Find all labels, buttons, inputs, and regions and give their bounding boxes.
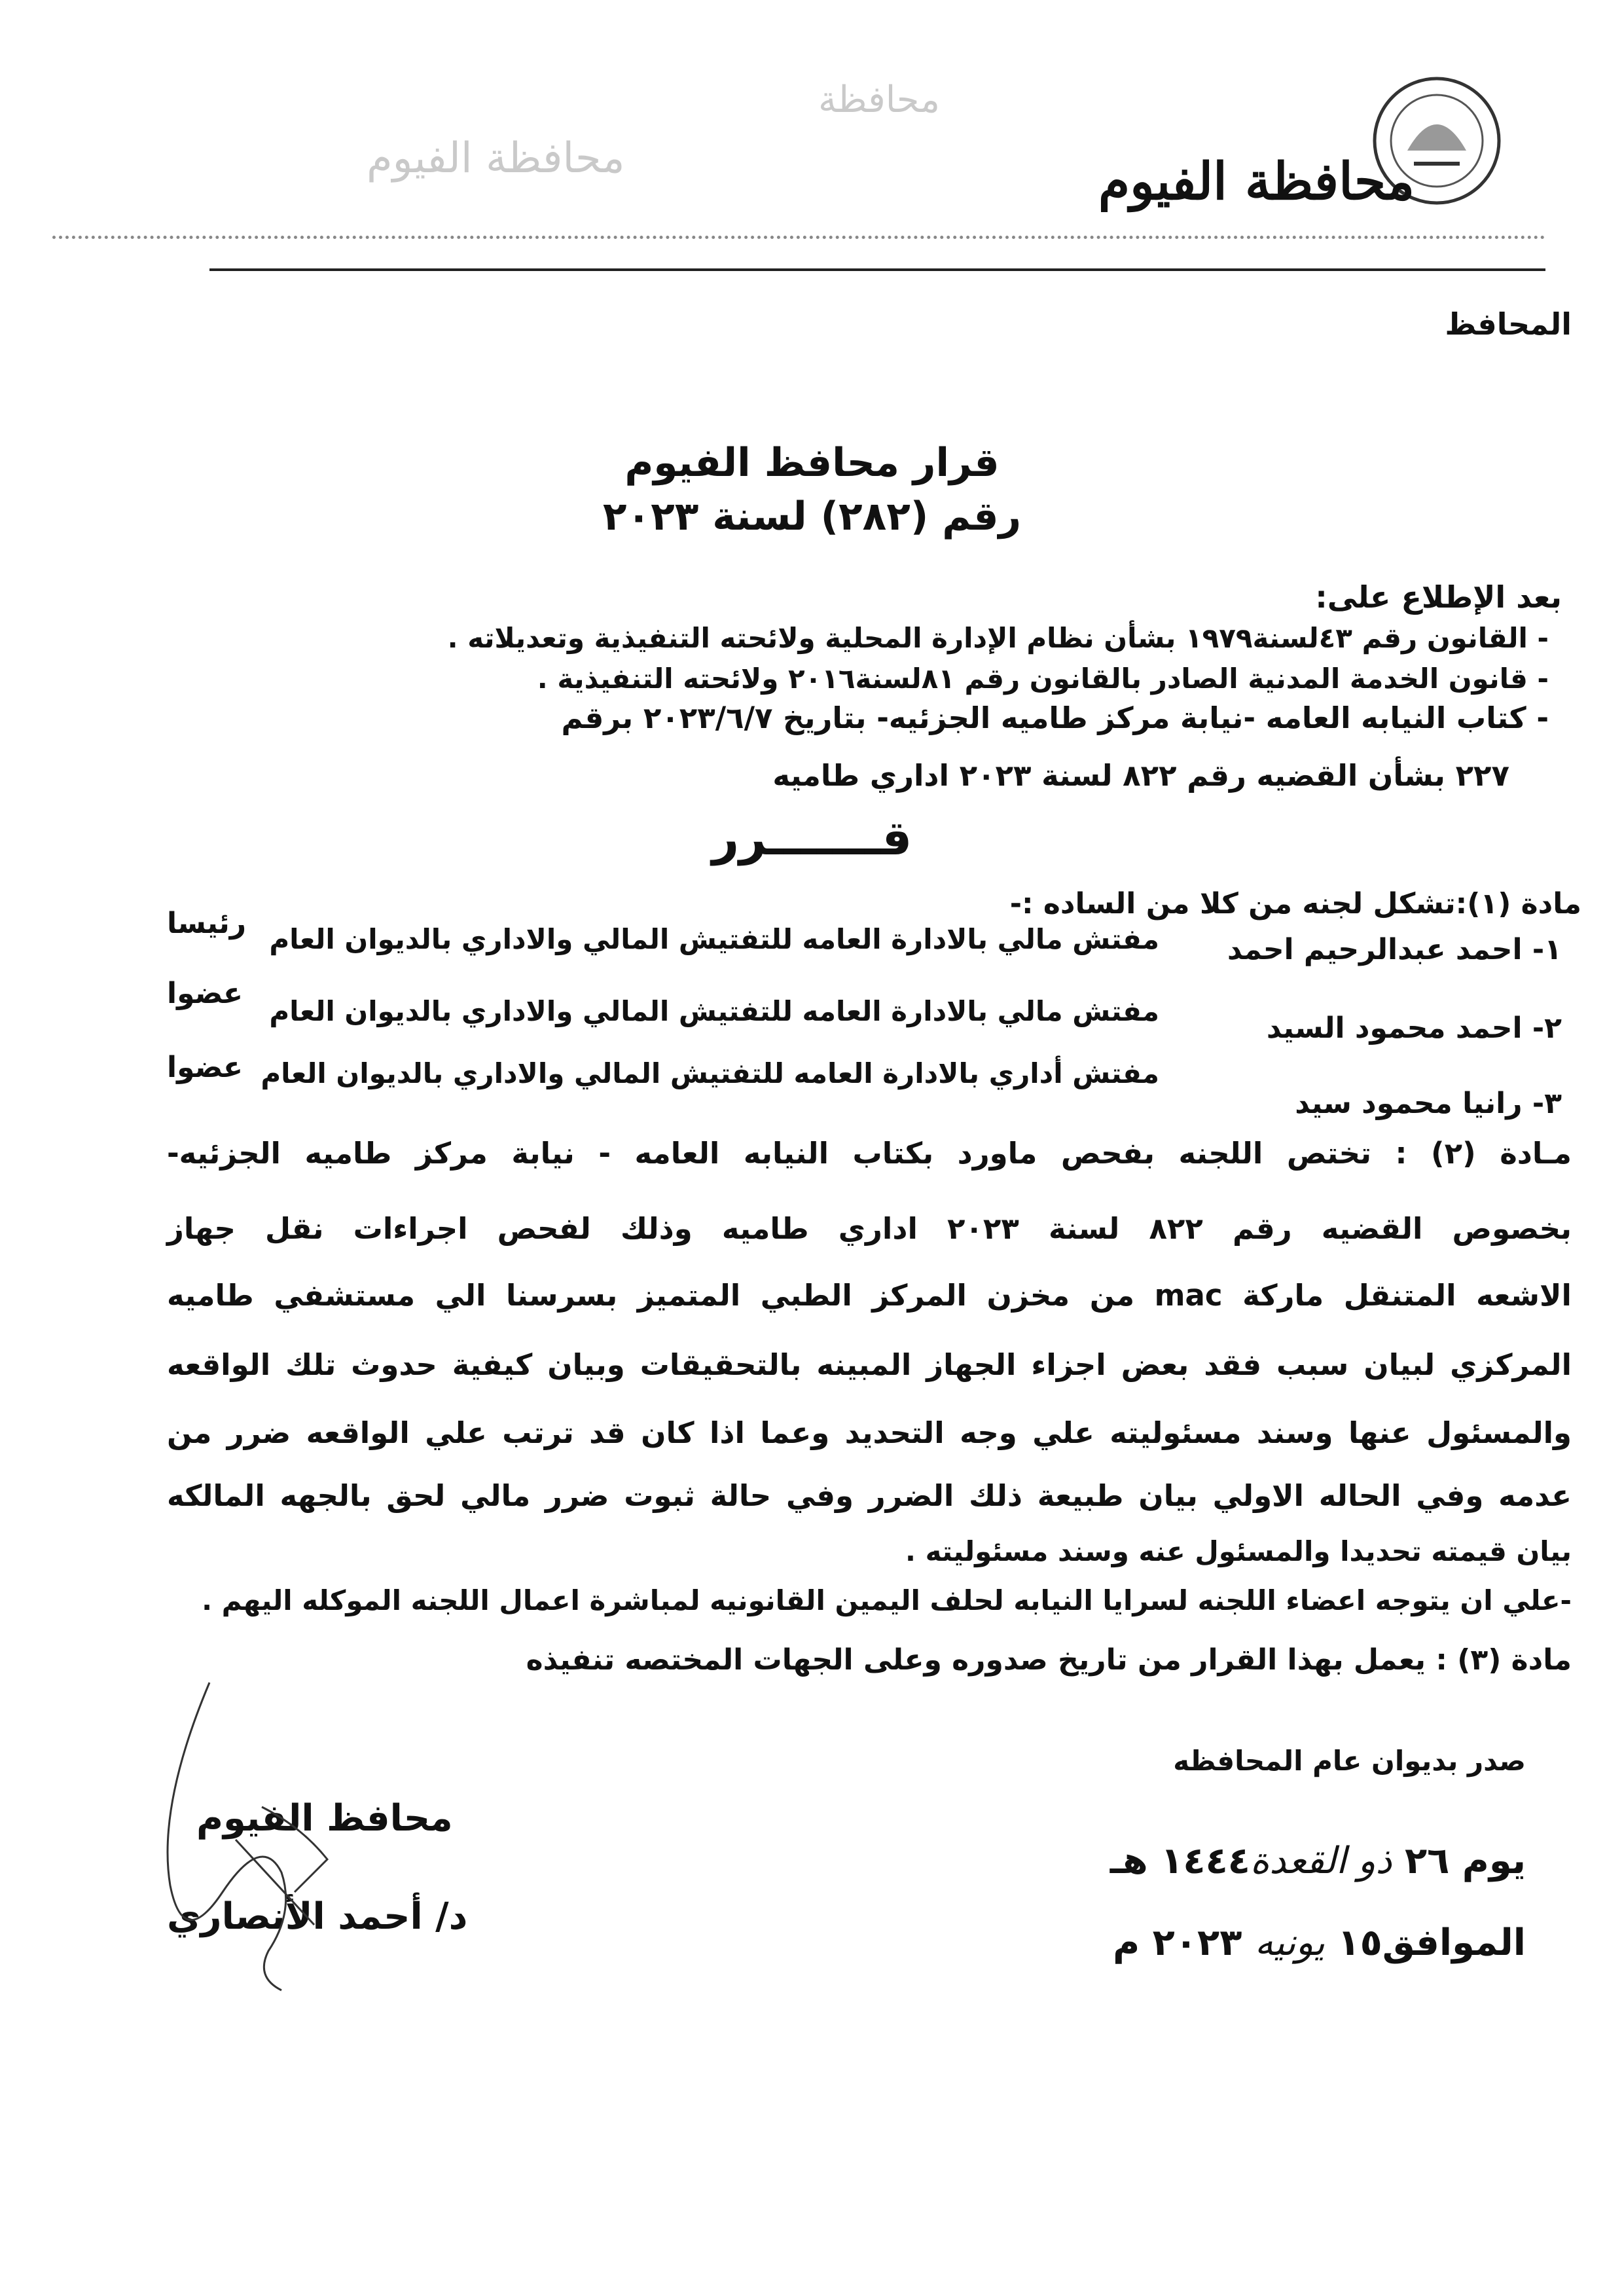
hijri-month-handwritten: ذو القعدة [1250,1840,1392,1882]
greg-year: ٢٠٢٣ م [1113,1922,1242,1964]
preamble-item-3-cont: ٢٢٧ بشأن القضيه رقم ٨٢٢ لسنة ٢٠٢٣ اداري طاميه [772,758,1509,793]
office-title: المحافظ [1445,306,1572,342]
governor-name: د/ أحمد الأنصاري [167,1895,468,1938]
ghost-header-text-2: محافظة [818,79,940,121]
article-2-line-3: الاشعه المتنقل ماركة mac من مخزن المركز الطبي المتميز بسرسنا الي مستشفي طاميه [167,1278,1572,1313]
member-2-name-text: احمد محمود السيد [1266,1011,1523,1045]
article-2-line-6: عدمه وفي الحاله الاولي بيان طبيعة ذلك الضرر وفي حالة ثبوت ضرر مالي لحق بالجهه المالكه [167,1478,1572,1513]
member-2-name [1267,1011,1562,1045]
organization-name: محافظة الفيوم [1098,152,1415,211]
article-1-heading: مادة (١):تشكل لجنه من كلا من الساده :- [1009,887,1581,920]
member-3-name-text: رانيا محمود سيد [1295,1087,1523,1120]
article-2-line-7: بيان قيمته تحديدا والمسئول عنه وسند مسئوليته . [905,1535,1572,1567]
gregorian-date [1113,1922,1526,1964]
article-2-line-1: مـادة (٢) : تختص اللجنه بفحص ماورد بكتاب النيابه العامه - نيابة مركز طاميه الجزئيه- [167,1136,1572,1171]
preamble-item-2: - قانون الخدمة المدنية الصادر بالقانون رقم ٨١لسنة٢٠١٦ ولائحته التنفيذية . [537,663,1549,695]
member-1-position: مفتش مالي بالادارة العامه للتفتيش المالي والاداري بالديوان العام [269,923,1159,955]
article-2-line-5: والمسئول عنها وسند مسئوليته علي وجه التحديد وعما اذا كان قد ترتب علي الواقعه ضرر من [167,1415,1572,1450]
header-dotted-rule [52,236,1545,239]
preamble-item-2-text: قانون الخدمة المدنية الصادر بالقانون رقم ٨١لسنة٢٠١٦ ولائحته التنفيذية . [537,663,1528,695]
article-2-line-4: المركزي لبيان سبب فقد بعض اجزاء الجهاز المبينه بالتحقيقات وبيان كيفية حدوث تلك الواقعه [167,1347,1572,1382]
article-2-note: -علي ان يتوجه اعضاء اللجنه لسرايا النيابه لحلف اليمين القانونيه لمباشرة اعمال اللجنه الموكله اليهم . [202,1584,1572,1616]
preamble-heading: بعد الإطلاع على: [1315,579,1562,615]
member-3-num: ٣- [1522,1087,1562,1120]
article-2-line-2: بخصوص القضيه رقم ٨٢٢ لسنة ٢٠٢٣ اداري طاميه وذلك لفحص اجراءات نقل جهاز [167,1211,1572,1246]
greg-prefix: الموافق [1382,1922,1526,1964]
member-3-name [1295,1087,1562,1120]
governor-signature [131,1676,367,2003]
member-3-position: مفتش أداري بالادارة العامه للتفتيش المالي والاداري بالديوان العام [261,1057,1159,1089]
greg-month-handwritten: يونيه [1254,1922,1325,1964]
decision-number: رقم (٢٨٢) لسنة ٢٠٢٣ [602,494,1022,539]
preamble-item-3: - كتاب النيابه العامه -نيابة مركز طاميه الجزئيه- بتاريخ ٢٠٢٣/٦/٧ برقم [561,701,1549,735]
member-2-position: مفتش مالي بالادارة العامه للتفتيش المالي والاداري بالديوان العام [269,995,1159,1027]
article-3: مادة (٣) : يعمل بهذا القرار من تاريخ صدوره وعلى الجهات المختصه تنفيذه [526,1643,1572,1677]
hijri-date [1110,1840,1526,1882]
member-1-role: رئيسا [167,907,247,940]
member-1-name-text: احمد عبدالرحيم احمد [1227,933,1523,966]
member-2-num: ٢- [1522,1011,1562,1045]
member-1-num: ١- [1522,933,1562,966]
governor-title: محافظ الفيوم [196,1797,453,1840]
member-2-role: عضوا [167,977,244,1010]
member-1-name [1227,933,1562,966]
hijri-year: ١٤٤٤ هـ [1110,1840,1250,1882]
hijri-day: ٢٦ [1404,1840,1450,1882]
greg-day: ١٥ [1337,1922,1382,1964]
preamble-item-1-text: القانون رقم ٤٣لسنة١٩٧٩ بشأن نظام الإدارة المحلية ولائحته التنفيذية وتعديلاته . [447,622,1528,654]
hijri-prefix: يوم [1449,1840,1526,1882]
issued-at: صدر بديوان عام المحافظه [1173,1745,1526,1777]
member-3-role: عضوا [167,1051,244,1084]
preamble-item-3-text: كتاب النيابه العامه -نيابة مركز طاميه الجزئيه- بتاريخ ٢٠٢٣/٦/٧ برقم [561,701,1526,735]
header-rule [209,268,1545,271]
decision-word: قـــــــرر [712,811,912,866]
ghost-header-text: محافظة الفيوم [367,134,625,183]
preamble-item-1: - القانون رقم ٤٣لسنة١٩٧٩ بشأن نظام الإدارة المحلية ولائحته التنفيذية وتعديلاته . [447,622,1549,654]
decision-title: قرار محافظ الفيوم [624,440,1000,486]
